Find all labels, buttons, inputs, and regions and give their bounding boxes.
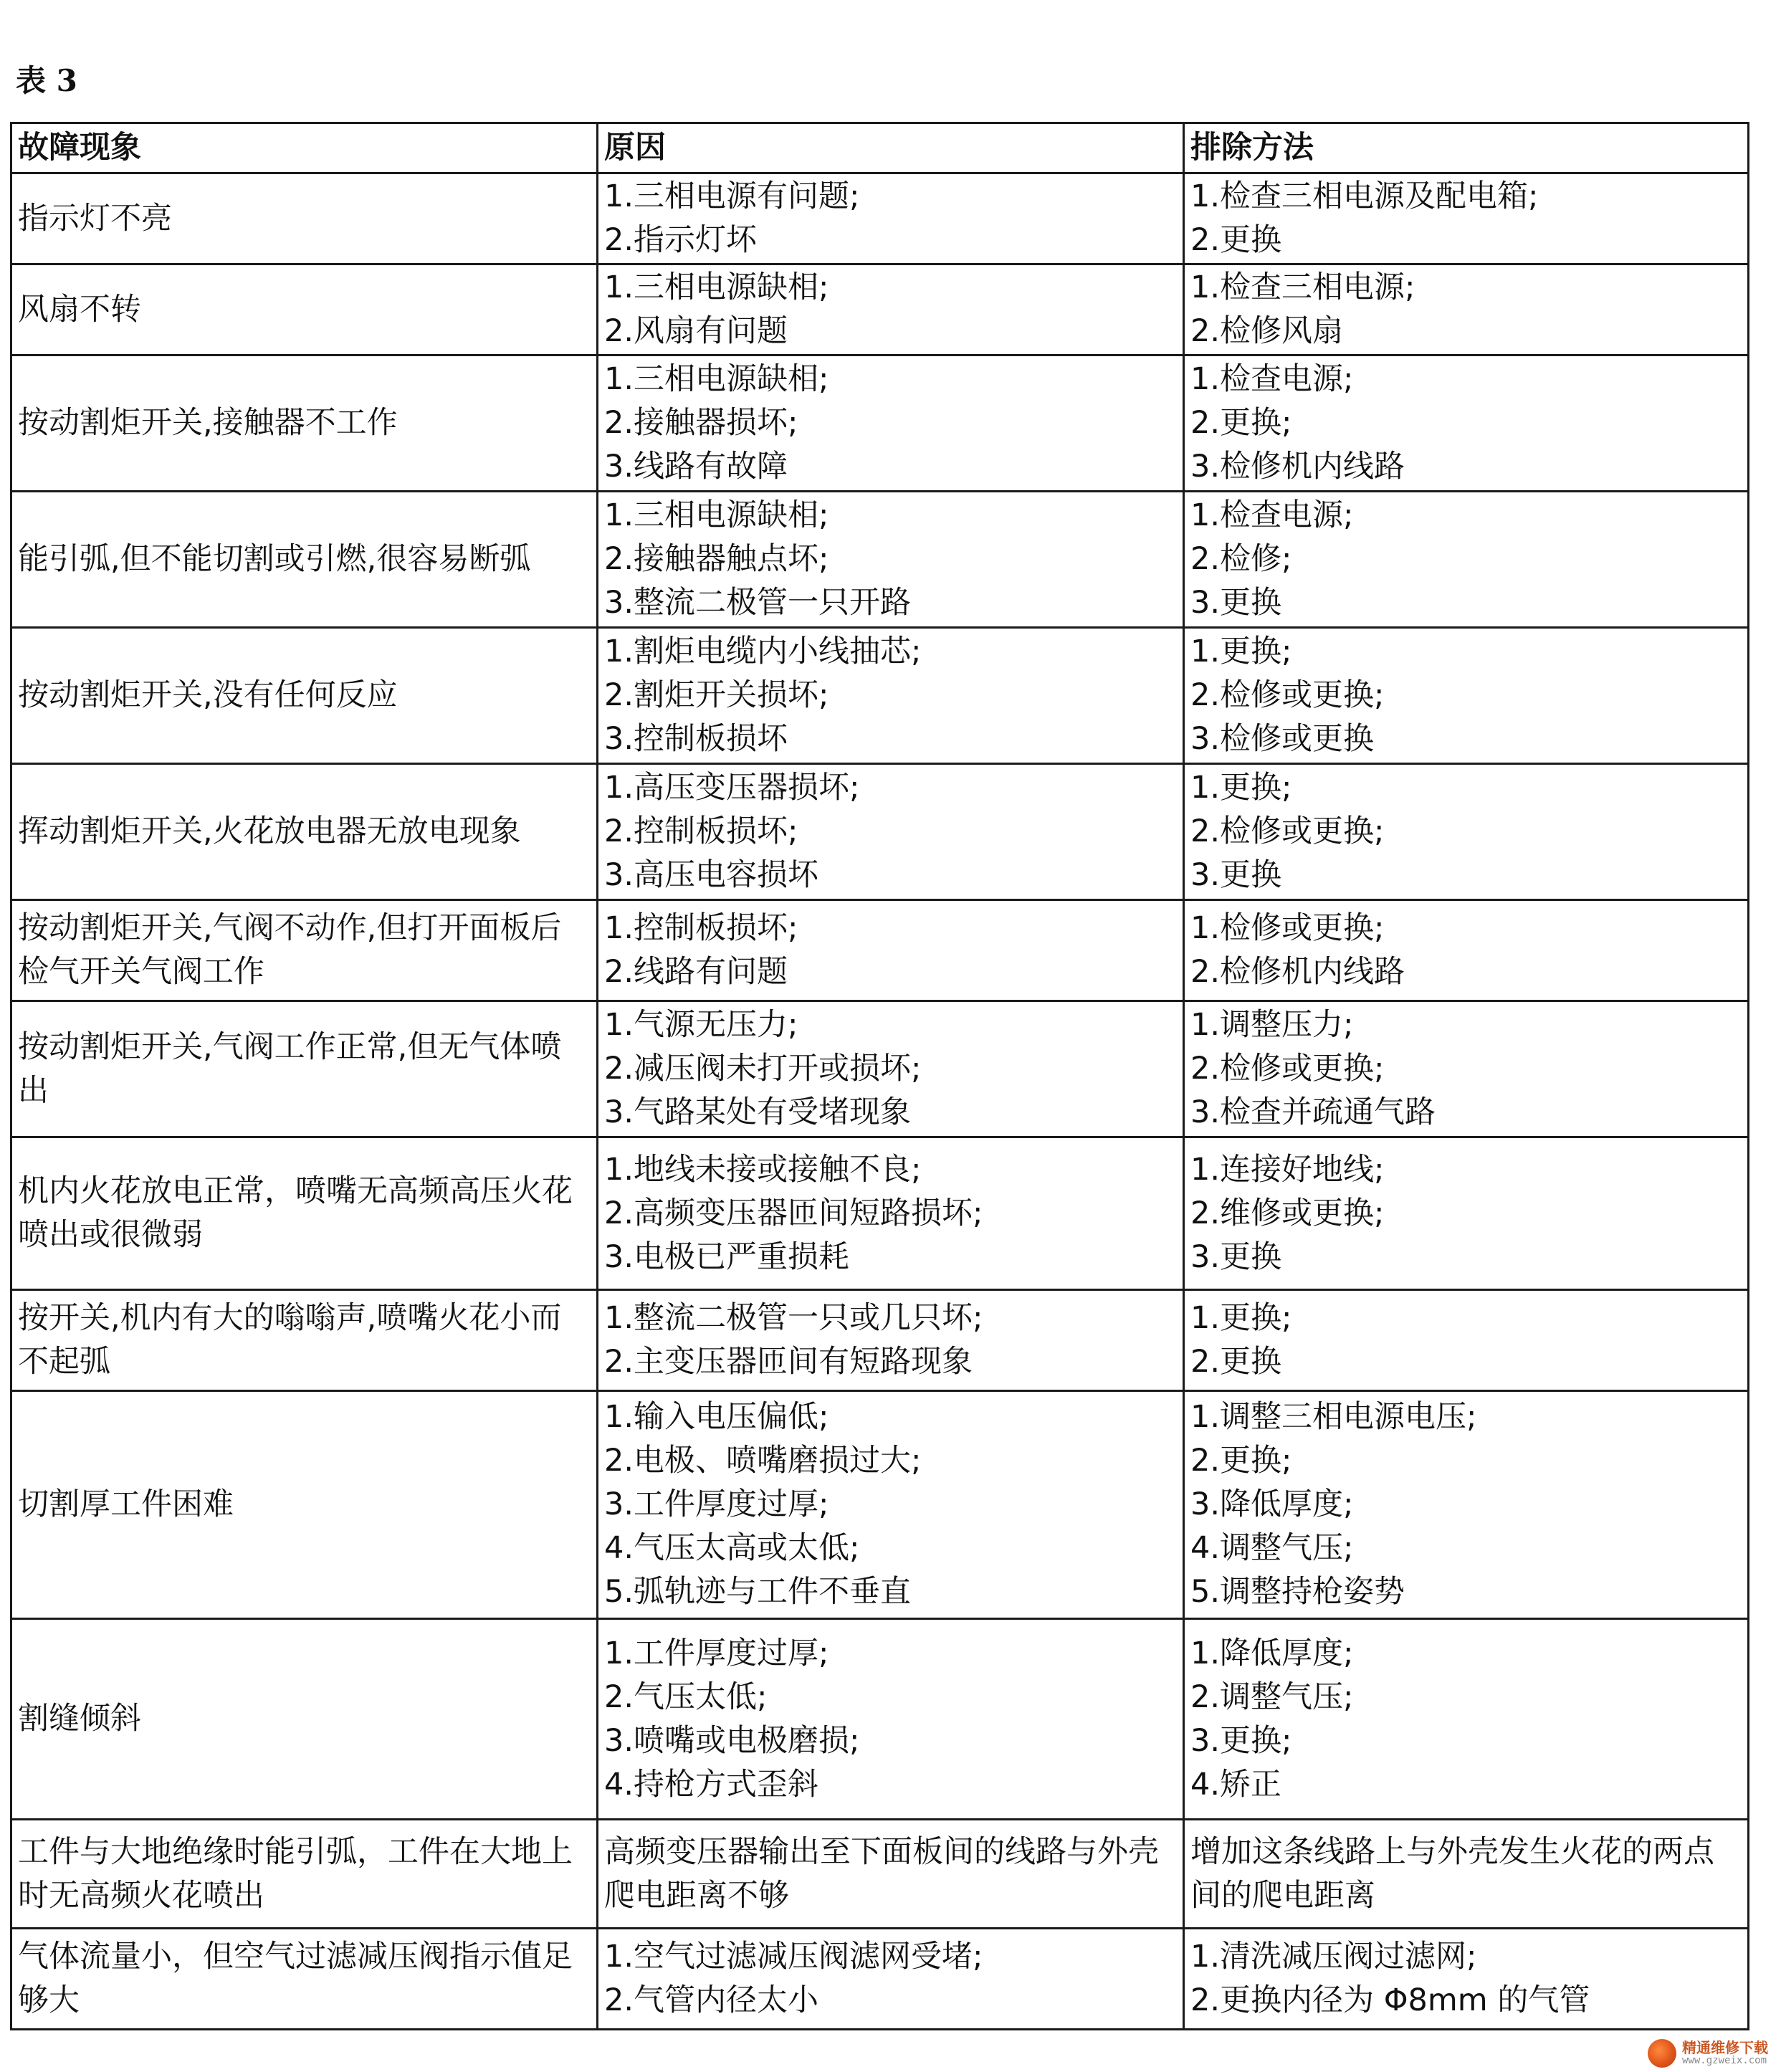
- symptom-cell: 按动割炬开关,接触器不工作: [11, 355, 598, 492]
- symptom-cell: 挥动割炬开关,火花放电器无放电现象: [11, 764, 598, 900]
- cause-cell: 1.气源无压力; 2.减压阀未打开或损坏; 3.气路某处有受堵现象: [598, 1001, 1184, 1137]
- cause-cell: 1.三相电源缺相; 2.风扇有问题: [598, 264, 1184, 355]
- table-row: [11, 900, 1749, 1001]
- symptom-cell: 按动割炬开关,没有任何反应: [11, 628, 598, 764]
- table-row: [11, 1290, 1749, 1391]
- site-logo-icon: [1648, 2039, 1676, 2068]
- cause-cell: 1.三相电源有问题; 2.指示灯坏: [598, 173, 1184, 264]
- remedy-cell: 1.更换; 2.检修或更换; 3.更换: [1184, 764, 1749, 900]
- watermark-url: www.gzweix.com: [1682, 2055, 1767, 2067]
- cause-cell: 1.三相电源缺相; 2.接触器损坏; 3.线路有故障: [598, 355, 1184, 492]
- table-caption: 表 3: [16, 63, 77, 98]
- table-row: [11, 355, 1749, 492]
- remedy-cell: 1.更换; 2.更换: [1184, 1290, 1749, 1391]
- cause-cell: 1.控制板损坏; 2.线路有问题: [598, 900, 1184, 1001]
- header-remedy: 排除方法: [1184, 123, 1749, 173]
- table-row: [11, 1137, 1749, 1290]
- remedy-cell: 1.检查三相电源; 2.检修风扇: [1184, 264, 1749, 355]
- table-row: [11, 1820, 1749, 1929]
- symptom-cell: 按动割炬开关,气阀不动作,但打开面板后检气开关气阀工作: [11, 900, 598, 1001]
- symptom-cell: 气体流量小，但空气过滤减压阀指示值足够大: [11, 1929, 598, 2030]
- cause-cell: 1.工件厚度过厚; 2.气压太低; 3.喷嘴或电极磨损; 4.持枪方式歪斜: [598, 1619, 1184, 1820]
- remedy-cell: 1.更换; 2.检修或更换; 3.检修或更换: [1184, 628, 1749, 764]
- site-watermark: [1648, 2039, 1768, 2068]
- remedy-cell: 1.检查三相电源及配电箱; 2.更换: [1184, 173, 1749, 264]
- cause-cell: 1.三相电源缺相; 2.接触器触点坏; 3.整流二极管一只开路: [598, 492, 1184, 628]
- fault-table: [10, 122, 1749, 2030]
- symptom-cell: 机内火花放电正常，喷嘴无高频高压火花喷出或很微弱: [11, 1137, 598, 1290]
- remedy-cell: 增加这条线路上与外壳发生火花的两点间的爬电距离: [1184, 1820, 1749, 1929]
- remedy-cell: 1.降低厚度; 2.调整气压; 3.更换; 4.矫正: [1184, 1619, 1749, 1820]
- cause-cell: 1.高压变压器损坏; 2.控制板损坏; 3.高压电容损坏: [598, 764, 1184, 900]
- symptom-cell: 按动割炬开关,气阀工作正常,但无气体喷出: [11, 1001, 598, 1137]
- table-row: [11, 173, 1749, 264]
- table-row: [11, 764, 1749, 900]
- table-row: [11, 492, 1749, 628]
- cause-cell: 高频变压器输出至下面板间的线路与外壳爬电距离不够: [598, 1820, 1184, 1929]
- table-row: [11, 1391, 1749, 1619]
- remedy-cell: 1.检查电源; 2.检修; 3.更换: [1184, 492, 1749, 628]
- remedy-cell: 1.检查电源; 2.更换; 3.检修机内线路: [1184, 355, 1749, 492]
- remedy-cell: 1.清洗减压阀过滤网; 2.更换内径为 Φ8mm 的气管: [1184, 1929, 1749, 2030]
- remedy-cell: 1.调整三相电源电压; 2.更换; 3.降低厚度; 4.调整气压; 5.调整持枪姿势: [1184, 1391, 1749, 1619]
- symptom-cell: 割缝倾斜: [11, 1619, 598, 1820]
- header-symptom: 故障现象: [11, 123, 598, 173]
- cause-cell: 1.整流二极管一只或几只坏; 2.主变压器匝间有短路现象: [598, 1290, 1184, 1391]
- symptom-cell: 指示灯不亮: [11, 173, 598, 264]
- cause-cell: 1.地线未接或接触不良; 2.高频变压器匝间短路损坏; 3.电极已严重损耗: [598, 1137, 1184, 1290]
- table-row: [11, 1929, 1749, 2030]
- symptom-cell: 切割厚工件困难: [11, 1391, 598, 1619]
- remedy-cell: 1.调整压力; 2.检修或更换; 3.检查并疏通气路: [1184, 1001, 1749, 1137]
- cause-cell: 1.输入电压偏低; 2.电极、喷嘴磨损过大; 3.工件厚度过厚; 4.气压太高或太低; 5.弧轨迹与工件不垂直: [598, 1391, 1184, 1619]
- symptom-cell: 能引弧,但不能切割或引燃,很容易断弧: [11, 492, 598, 628]
- table-row: [11, 628, 1749, 764]
- table-row: [11, 1619, 1749, 1820]
- table-row: [11, 1001, 1749, 1137]
- symptom-cell: 按开关,机内有大的嗡嗡声,喷嘴火花小而不起弧: [11, 1290, 598, 1391]
- remedy-cell: 1.连接好地线; 2.维修或更换; 3.更换: [1184, 1137, 1749, 1290]
- watermark-name: 精通维修下载: [1682, 2039, 1768, 2057]
- table-header-row: [11, 123, 1749, 173]
- symptom-cell: 工件与大地绝缘时能引弧，工件在大地上时无高频火花喷出: [11, 1820, 598, 1929]
- symptom-cell: 风扇不转: [11, 264, 598, 355]
- cause-cell: 1.割炬电缆内小线抽芯; 2.割炬开关损坏; 3.控制板损坏: [598, 628, 1184, 764]
- cause-cell: 1.空气过滤减压阀滤网受堵; 2.气管内径太小: [598, 1929, 1184, 2030]
- remedy-cell: 1.检修或更换; 2.检修机内线路: [1184, 900, 1749, 1001]
- table-body: [11, 173, 1749, 2030]
- header-cause: 原因: [598, 123, 1184, 173]
- table-row: [11, 264, 1749, 355]
